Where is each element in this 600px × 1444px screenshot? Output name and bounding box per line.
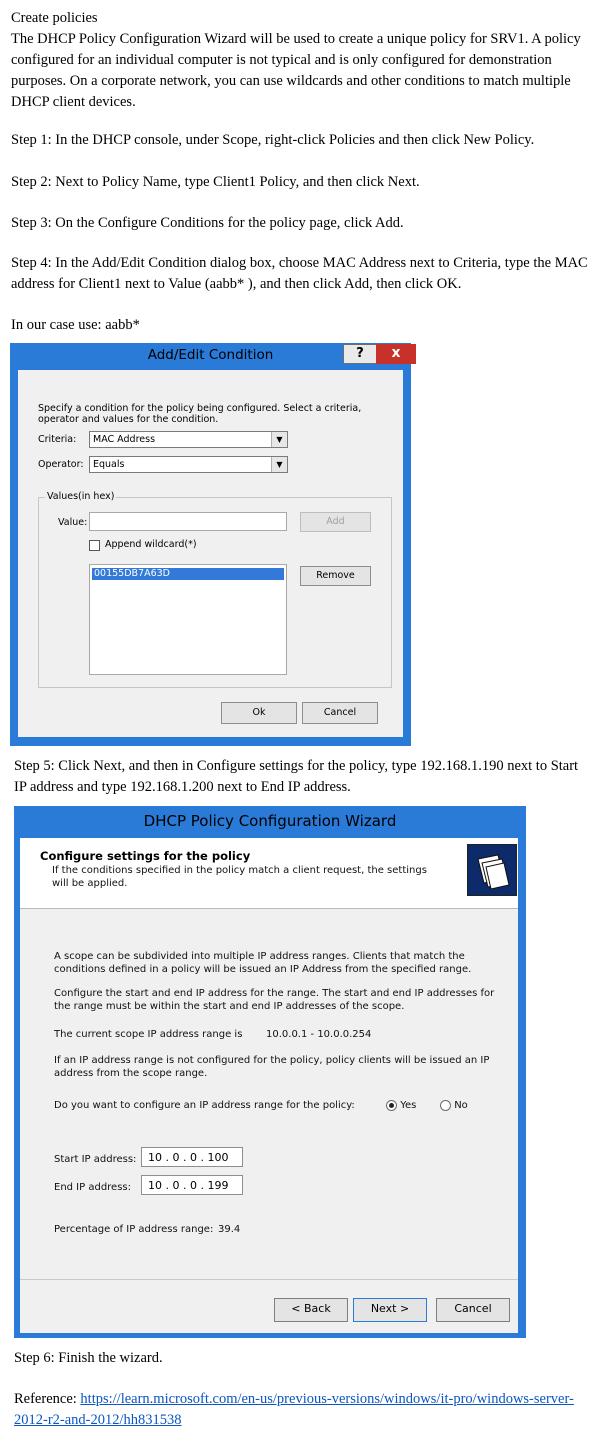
dhcp-policy-wizard xyxy=(14,806,526,1338)
add-edit-condition-dialog xyxy=(10,343,411,746)
wizard-para-3: If an IP address range is not configured for the policy, policy clients will be issued an IP address from the scope range. xyxy=(54,1055,490,1079)
append-wildcard-checkbox[interactable] xyxy=(89,540,100,551)
add-button[interactable]: Add xyxy=(300,512,371,532)
operator-select[interactable] xyxy=(89,456,288,473)
reference-label: Reference: xyxy=(14,1391,77,1407)
append-wildcard-label: Append wildcard(*) xyxy=(105,539,197,550)
yes-option[interactable] xyxy=(386,1099,416,1112)
close-button[interactable]: x xyxy=(376,344,416,364)
remove-button[interactable]: Remove xyxy=(300,566,371,586)
next-button[interactable]: Next > xyxy=(353,1298,427,1322)
step-5: Step 5: Click Next, and then in Configure settings for the policy, type 192.168.1.190 next to Start IP address and type 192.168.1.200 next to End IP address. xyxy=(14,758,579,795)
dialog-title: Add/Edit Condition xyxy=(147,347,274,363)
values-list-item[interactable]: 00155DB7A63D xyxy=(92,568,284,580)
step-2: Step 2: Next to Policy Name, type Client1 Policy, and then click Next. xyxy=(11,174,420,190)
help-button[interactable]: ? xyxy=(343,344,377,364)
scope-range-label: The current scope IP address range is xyxy=(54,1029,243,1040)
wizard-folder-icon xyxy=(467,844,517,896)
dialog-client-area xyxy=(18,370,403,737)
criteria-label: Criteria: xyxy=(38,434,77,445)
intro-heading: Create policies xyxy=(11,10,98,26)
value-input[interactable] xyxy=(89,512,287,531)
percentage-label: Percentage of IP address range: xyxy=(54,1224,214,1235)
reference xyxy=(14,1389,592,1431)
scope-range-value: 10.0.0.1 - 10.0.0.254 xyxy=(266,1029,372,1040)
start-ip-input[interactable]: 10 . 0 . 0 . 100 xyxy=(141,1147,243,1167)
start-ip-label: Start IP address: xyxy=(54,1154,137,1165)
no-radio[interactable] xyxy=(440,1100,451,1111)
yes-radio[interactable] xyxy=(386,1100,397,1111)
criteria-select[interactable] xyxy=(89,431,288,448)
no-label: No xyxy=(454,1100,468,1111)
value-label: Value: xyxy=(58,517,88,528)
criteria-value: MAC Address xyxy=(93,434,156,445)
wizard-title: DHCP Policy Configuration Wizard xyxy=(143,812,397,830)
step-4: Step 4: In the Add/Edit Condition dialog box, choose MAC Address next to Criteria, type the MAC address for Client1 next to Value (aabb* ), and then click Add, then click OK. xyxy=(11,255,588,292)
ok-button[interactable]: Ok xyxy=(221,702,297,724)
operator-label: Operator: xyxy=(38,459,84,470)
step-1: Step 1: In the DHCP console, under Scope, right-click Policies and then click New Policy. xyxy=(11,132,535,148)
wizard-divider xyxy=(20,1279,518,1280)
values-list[interactable] xyxy=(89,564,287,675)
intro-text: The DHCP Policy Configuration Wizard will be used to create a unique policy for SRV1. A policy configured for an individual computer is not typical and is only configured for demonstration purposes. On a corporate network, you can use wildcards and other conditions to match multiple DHCP client devices. xyxy=(11,31,581,110)
wizard-para-1: A scope can be subdivided into multiple IP address ranges. Clients that match the conditions defined in a policy will be issued an IP Address from the specified range. xyxy=(54,951,472,975)
no-option[interactable] xyxy=(440,1099,468,1112)
wizard-cancel-button[interactable]: Cancel xyxy=(436,1298,510,1322)
end-ip-label: End IP address: xyxy=(54,1182,131,1193)
case-note: In our case use: aabb* xyxy=(11,317,140,333)
step-6: Step 6: Finish the wizard. xyxy=(14,1350,163,1366)
chevron-down-icon[interactable]: ▼ xyxy=(271,432,287,447)
step-3: Step 3: On the Configure Conditions for the policy page, click Add. xyxy=(11,215,404,231)
values-group-label: Values(in hex) xyxy=(47,491,115,502)
operator-value: Equals xyxy=(93,459,125,470)
dialog-description: Specify a condition for the policy being configured. Select a criteria, operator and values for the condition. xyxy=(38,403,362,425)
yes-label: Yes xyxy=(400,1100,417,1111)
range-question: Do you want to configure an IP address range for the policy: xyxy=(54,1100,355,1111)
wizard-page-title: Configure settings for the policy xyxy=(40,849,251,863)
wizard-body xyxy=(20,909,518,1333)
reference-link[interactable]: https://learn.microsoft.com/en-us/previous-versions/windows/it-pro/windows-server-2012-r2-and-2012/hh831538 xyxy=(14,1391,574,1428)
wizard-header xyxy=(20,838,518,909)
percentage-value: 39.4 xyxy=(218,1224,241,1235)
cancel-button[interactable]: Cancel xyxy=(302,702,378,724)
wizard-para-2: Configure the start and end IP address for the range. The start and end IP addresses for the range must be within the start and end IP addresses of the scope. xyxy=(54,988,495,1012)
back-button[interactable]: < Back xyxy=(274,1298,348,1322)
chevron-down-icon[interactable]: ▼ xyxy=(271,457,287,472)
wizard-page-subtitle: If the conditions specified in the policy match a client request, the settings will be applied. xyxy=(52,865,427,889)
end-ip-input[interactable]: 10 . 0 . 0 . 199 xyxy=(141,1175,243,1195)
